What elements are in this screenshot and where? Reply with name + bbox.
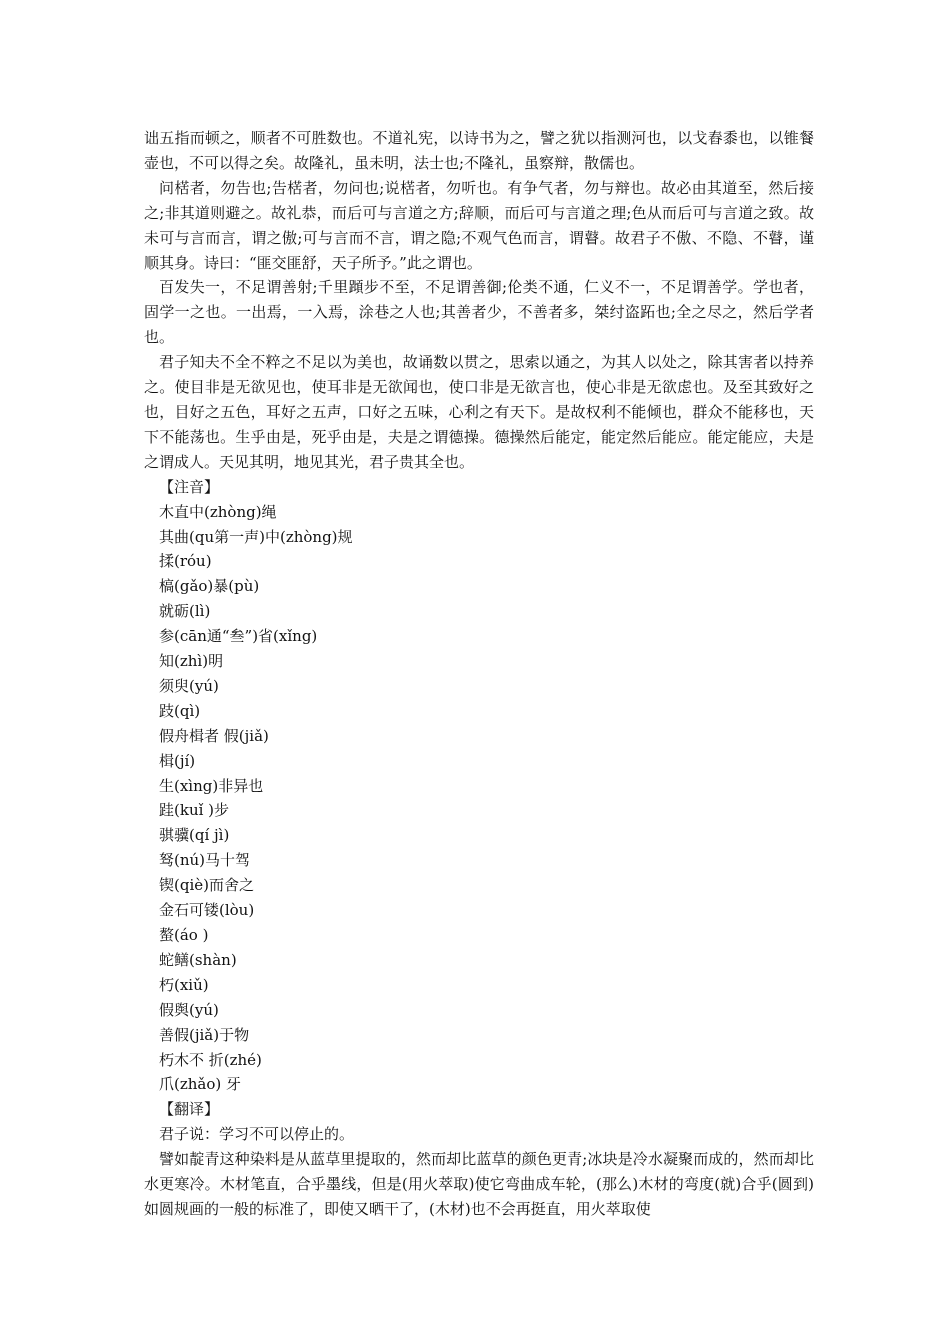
translation-paragraph-1: 君子说：学习不可以停止的。 (159, 1125, 355, 1144)
annotation-item: 楫(jí) (159, 751, 196, 770)
translation-heading: 【翻译】 (159, 1100, 220, 1119)
annotation-heading: 【注音】 (159, 477, 220, 496)
annotation-item: 知(zhì)明 (159, 652, 224, 671)
annotation-item: 锲(qiè)而舍之 (159, 876, 254, 895)
paragraph-3: 百发失一，不足谓善射;千里蹞步不至，不足谓善御;伦类不通，仁义不一，不足谓善学。学也者，固学一之也。一出焉，一入焉，涂巷之人也;其善者少，不善者多，桀纣盗跖也;全之尽之，然后学者也。 (144, 278, 814, 347)
annotation-item: 揉(róu) (159, 552, 212, 571)
paragraph-1: 诎五指而顿之，顺者不可胜数也。不道礼宪，以诗书为之，譬之犹以指测河也，以戈舂黍也，以锥餐壶也，不可以得之矣。故隆礼，虽未明，法士也;不隆礼，虽察辩，散儒也。 (144, 129, 814, 172)
annotation-item: 驽(nú)马十驾 (159, 851, 251, 870)
paragraph-2: 问楛者，勿告也;告楛者，勿问也;说楛者，勿听也。有争气者，勿与辩也。故必由其道至，然后接之;非其道则避之。故礼恭，而后可与言道之方;辞顺，而后可与言道之理;色从而后可与言道之致。故未可与言而言，谓之傲;可与言而不言，谓之隐;不观气色而言，谓瞽。故君子不傲、不隐、不瞽，谨顺其身。诗曰：“匪交匪舒，天子所予。”此之谓也。 (144, 178, 814, 272)
annotation-item: 金石可镂(lòu) (159, 901, 255, 920)
annotation-list (144, 500, 814, 1098)
translation-paragraph-2: 譬如靛青这种染料是从蓝草里提取的，然而却比蓝草的颜色更青;冰块是冷水凝聚而成的，然而却比水更寒冷。木材笔直，合乎墨线，但是(用火萃取)使它弯曲成车轮，(那么)木材的弯度(就)合乎(圆到)如圆规画的一般的标准了，即使又晒干了，(木材)也不会再挺直，用火萃取使 (144, 1150, 814, 1218)
annotation-item: 跂(qì) (159, 701, 201, 720)
annotation-item: 其曲(qu第一声)中(zhòng)规 (159, 527, 353, 546)
annotation-item: 骐骥(qí jì) (159, 826, 230, 845)
paragraph-4: 君子知夫不全不粹之不足以为美也，故诵数以贯之，思索以通之，为其人以处之，除其害者以持养之。使目非是无欲见也，使耳非是无欲闻也，使口非是无欲言也，使心非是无欲虑也。及至其致好之也，目好之五色，耳好之五声，口好之五味，心利之有天下。是故权利不能倾也，群众不能移也，天下不能荡也。生乎由是，死乎由是，夫是之谓德操。德操然后能定，能定然后能应。能定能应，夫是之谓成人。天见其明，地见其光，君子贵其全也。 (144, 353, 814, 471)
document-page (144, 126, 814, 1222)
annotation-item: 假舆(yú) (159, 1000, 219, 1019)
annotation-item: 生(xìng)非异也 (159, 776, 264, 795)
annotation-item: 螯(áo ) (159, 926, 209, 944)
annotation-item: 蛇鳝(shàn) (159, 950, 237, 969)
annotation-item: 槁(gǎo)暴(pù) (159, 577, 260, 596)
annotation-item: 木直中(zhòng)绳 (159, 502, 277, 521)
annotation-item: 须臾(yú) (159, 676, 219, 695)
annotation-item: 朽(xiǔ) (159, 975, 209, 994)
annotation-item: 假舟楫者 假(jiǎ) (159, 726, 269, 745)
annotation-item: 善假(jiǎ)于物 (159, 1025, 250, 1044)
annotation-item: 就砺(lì) (159, 602, 211, 621)
annotation-item: 朽木不 折(zhé) (159, 1050, 262, 1069)
annotation-item: 爪(zhǎo) 牙 (159, 1075, 242, 1094)
annotation-item: 跬(kuǐ )步 (159, 801, 230, 820)
annotation-item: 参(cān通“叁”)省(xǐng) (159, 627, 318, 646)
